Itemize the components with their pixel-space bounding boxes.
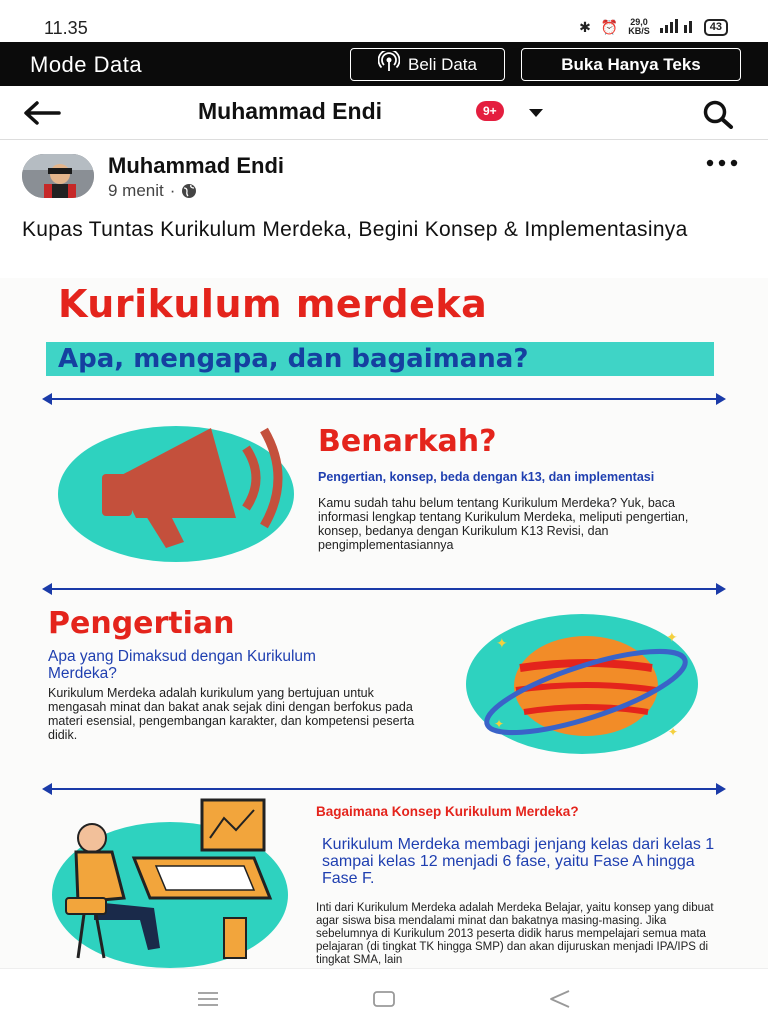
status-icons: [579, 18, 728, 36]
svg-text:✦: ✦: [494, 717, 505, 731]
section2-heading: Pengertian: [48, 606, 235, 641]
section3-lead: Kurikulum Merdeka membagi jenjang kelas dari kelas 1 sampai kelas 12 menjadi 6 fase, yaitu Fase A hingga Fase F.: [322, 836, 715, 887]
planet-icon: [470, 618, 700, 752]
back-button[interactable]: [20, 96, 64, 130]
app-header: [0, 86, 768, 140]
more-horizontal-icon: [706, 159, 738, 167]
infographic-title: Kurikulum merdeka: [58, 282, 488, 326]
post-meta: [108, 181, 197, 201]
net-speed-unit: KB/S: [628, 26, 650, 36]
post-caption: Kupas Tuntas Kurikulum Merdeka, Begini Konsep & Implementasinya: [22, 218, 688, 241]
net-speed-value: 29,0: [630, 17, 648, 27]
notification-badge[interactable]: 9+: [476, 101, 504, 121]
divider-arrow: [44, 788, 724, 790]
chevron-down-icon: [528, 108, 544, 118]
search-icon: [701, 99, 735, 129]
recent-apps-icon: [197, 992, 219, 1006]
section1-subheading: Pengertian, konsep, beda dengan k13, dan implementasi: [318, 470, 655, 484]
status-bar: [0, 0, 768, 42]
signal-4g-icon: [660, 19, 694, 36]
section2-body: Kurikulum Merdeka adalah kurikulum yang bertujuan untuk mengasah minat dan bakat anak sejak dini dengan berfokus pada materi esensial, pengembangan karakter, dan kompetensi peserta didik.: [48, 686, 415, 742]
avatar[interactable]: [22, 154, 94, 198]
system-back-button[interactable]: [536, 981, 584, 1017]
globe-icon: [181, 183, 197, 199]
recent-apps-button[interactable]: [184, 981, 232, 1017]
title-dropdown-button[interactable]: [525, 104, 547, 122]
broadcast-icon: [378, 51, 400, 78]
meta-separator: ·: [169, 181, 176, 200]
bluetooth-icon: ✱: [579, 18, 591, 35]
section1-body: Kamu sudah tahu belum tentang Kurikulum Merdeka? Yuk, baca informasi lengkap tentang Kurikulum Merdeka, meliputi pengertian, konsep, bedanya dengan Kurikulum K13 Revisi, dan pengimplementasiannya: [318, 496, 689, 552]
home-button[interactable]: [360, 981, 408, 1017]
status-time: 11.35: [44, 18, 88, 38]
megaphone-icon: [96, 408, 306, 558]
search-button[interactable]: [698, 98, 738, 130]
section3-body: Inti dari Kurikulum Merdeka adalah Merdeka Belajar, yaitu konsep yang dibuat agar siswa bisa mendalami minat dan bakatnya masing-masing. Jika sebelumnya di Kurikulum 2013 peserta didik harus mempelajari semua mata pelajaran (di tingkat TK hingga SMP) dan akan dijuruskan menjadi IPA/IPS di tingkat SMA, lain: [316, 902, 714, 966]
net-speed: [628, 18, 650, 36]
data-mode-label: Mode Data: [30, 52, 143, 77]
home-icon: [373, 991, 395, 1007]
text-only-button[interactable]: Buka Hanya Teks: [521, 48, 741, 81]
divider-arrow: [44, 588, 724, 590]
post-time[interactable]: 9 menit: [108, 181, 164, 200]
divider-arrow: [44, 398, 724, 400]
post-more-button[interactable]: [700, 150, 744, 176]
svg-text:✦: ✦: [666, 630, 678, 646]
post-author-name[interactable]: Muhammad Endi: [108, 153, 285, 178]
arrow-left-icon: [23, 101, 61, 125]
infographic-subtitle: Apa, mengapa, dan bagaimana?: [58, 344, 529, 374]
page-title: Muhammad Endi: [198, 98, 383, 124]
section3-heading: Bagaimana Konsep Kurikulum Merdeka?: [316, 804, 579, 819]
alarm-icon: ⏰: [600, 18, 619, 35]
svg-text:✦: ✦: [668, 725, 679, 739]
person-computer-icon: [64, 798, 284, 968]
system-nav-bar: [0, 968, 768, 1024]
buy-data-button[interactable]: [350, 48, 505, 81]
post-image-infographic[interactable]: [0, 278, 768, 968]
data-mode-banner: [0, 42, 768, 86]
buy-data-label: Beli Data: [408, 54, 477, 74]
svg-text:✦: ✦: [496, 636, 508, 652]
battery-indicator: 43: [704, 19, 728, 36]
section2-question: Apa yang Dimaksud dengan Kurikulum Merdeka?: [48, 648, 316, 682]
back-triangle-icon: [549, 990, 571, 1008]
section1-heading: Benarkah?: [318, 424, 497, 459]
